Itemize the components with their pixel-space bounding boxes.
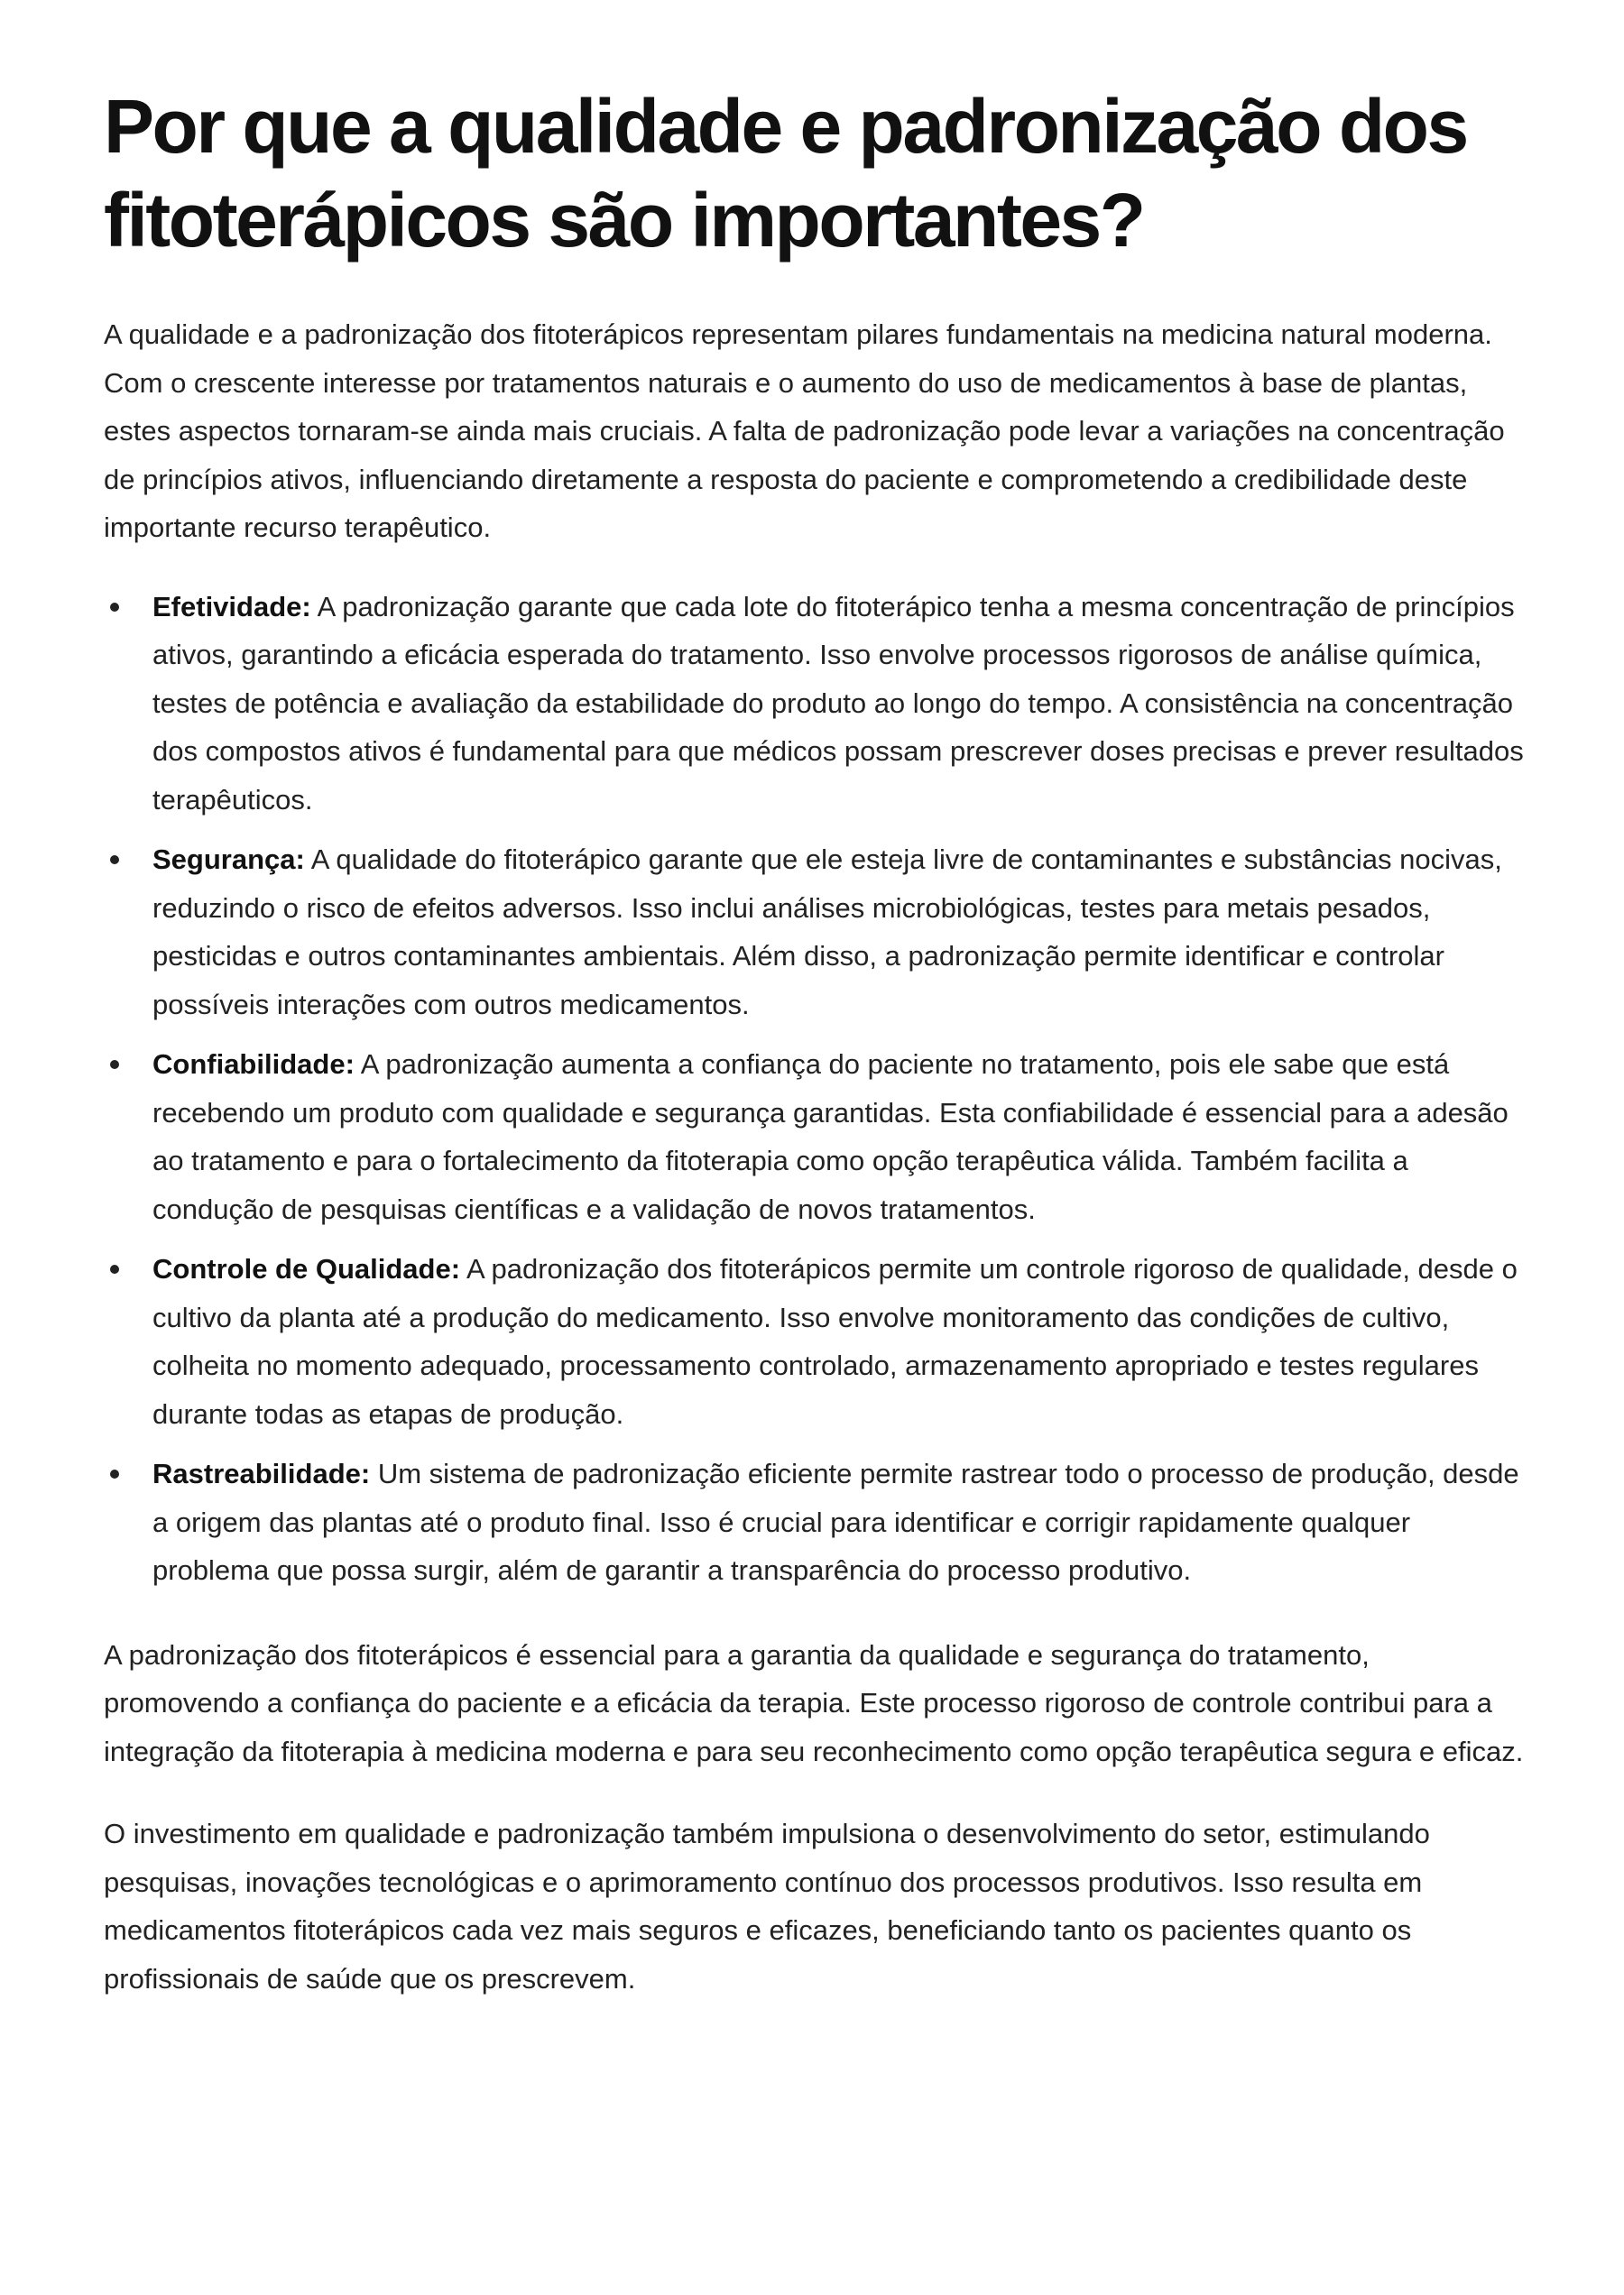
list-item-confiabilidade: [104, 1040, 1529, 1233]
bullet-dot-icon: [110, 1470, 119, 1479]
closing-paragraph: O investimento em qualidade e padronização também impulsiona o desenvolvimento do setor, estimulando pesquisas, inovações tecnológicas e o aprimoramento contínuo dos processos produtivos. Isso resulta em medicamentos fitoterápicos cada vez mais seguros e eficazes, beneficiando tanto os pacientes quanto os profissionais de saúde que os prescrevem.: [104, 1818, 1430, 1995]
bullet-text: A qualidade do fitoterápico garante que ele esteja livre de contaminantes e substâncias nocivas, reduzindo o risco de efeitos adversos. Isso inclui análises microbiológicas, testes para metais pesados, pesticidas e outros contaminantes ambientais. Além disso, a padronização permite identificar e controlar possíveis interações com outros medicamentos.: [152, 843, 1502, 1020]
bullet-term: Controle de Qualidade:: [152, 1253, 461, 1285]
bullet-dot-icon: [110, 1265, 119, 1274]
bullet-term: Efetividade:: [152, 590, 311, 622]
bullet-term: Rastreabilidade:: [152, 1458, 371, 1489]
bullet-term: Confiabilidade:: [152, 1048, 355, 1080]
document-page: [104, 79, 1529, 2003]
bullet-dot-icon: [110, 603, 119, 612]
list-item-seguranca: [104, 835, 1529, 1028]
bullet-list: [104, 583, 1529, 1595]
bullet-text: A padronização garante que cada lote do fitoterápico tenha a mesma concentração de princípios ativos, garantindo a eficácia esperada do tratamento. Isso envolve processos rigorosos de análise química, testes de potência e avaliação da estabilidade do produto ao longo do tempo. A consistência na concentração dos compostos ativos é fundamental para que médicos possam prescrever doses precisas e prever resultados terapêuticos.: [152, 590, 1524, 816]
intro-paragraph: A qualidade e a padronização dos fitoterápicos representam pilares fundamentais na medicina natural moderna. Com o crescente interesse por tratamentos naturais e o aumento do uso de medicamentos à base de plantas, estes aspectos tornaram-se ainda mais cruciais. A falta de padronização pode levar a variações na concentração de princípios ativos, influenciando diretamente a resposta do paciente e comprometendo a credibilidade deste importante recurso terapêutico.: [104, 318, 1505, 543]
page-title: Por que a qualidade e padronização dos fitoterápicos são importantes?: [104, 84, 1467, 263]
bullet-term: Segurança:: [152, 843, 305, 875]
list-item-controle-de-qualidade: [104, 1245, 1529, 1438]
bullet-text: A padronização aumenta a confiança do paciente no tratamento, pois ele sabe que está recebendo um produto com qualidade e segurança garantidas. Esta confiabilidade é essencial para a adesão ao tratamento e para o fortalecimento da fitoterapia como opção terapêutica válida. Também facilita a condução de pesquisas científicas e a validação de novos tratamentos.: [152, 1048, 1509, 1225]
bullet-dot-icon: [110, 1060, 119, 1069]
bullet-text: Um sistema de padronização eficiente permite rastrear todo o processo de produção, desde a origem das plantas até o produto final. Isso é crucial para identificar e corrigir rapidamente qualquer problema que possa surgir, além de garantir a transparência do processo produtivo.: [152, 1458, 1519, 1586]
bullet-dot-icon: [110, 855, 119, 864]
list-item-rastreabilidade: [104, 1450, 1529, 1595]
list-item-efetividade: [104, 583, 1529, 825]
closing-paragraph: A padronização dos fitoterápicos é essencial para a garantia da qualidade e segurança do tratamento, promovendo a confiança do paciente e a eficácia da terapia. Este processo rigoroso de controle contribui para a integração da fitoterapia à medicina moderna e para seu reconhecimento como opção terapêutica segura e eficaz.: [104, 1638, 1524, 1767]
bullet-text: A padronização dos fitoterápicos permite um controle rigoroso de qualidade, desde o cultivo da planta até a produção do medicamento. Isso envolve monitoramento das condições de cultivo, colheita no momento adequado, processamento controlado, armazenamento apropriado e testes regulares durante todas as etapas de produção.: [152, 1253, 1518, 1430]
